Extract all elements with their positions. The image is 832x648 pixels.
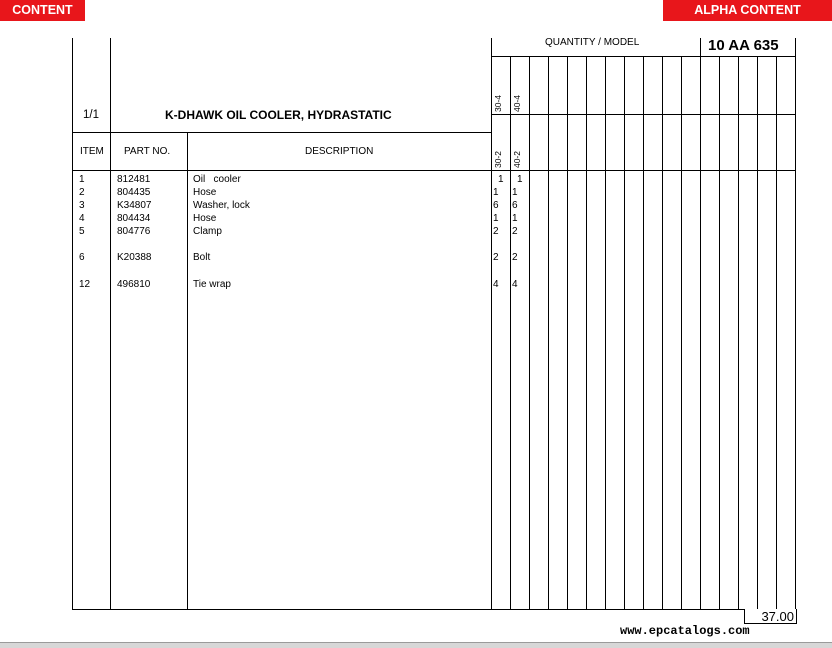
column-divider xyxy=(567,56,568,610)
page-ref: 1/1 xyxy=(83,109,99,121)
column-divider xyxy=(110,38,111,610)
quantity: 6 xyxy=(493,200,499,211)
column-divider xyxy=(757,56,758,610)
item-number: 2 xyxy=(79,187,85,198)
row-divider xyxy=(72,132,492,133)
quantity: 1 xyxy=(498,174,504,185)
item-number: 3 xyxy=(79,200,85,211)
quantity-model-label: QUANTITY / MODEL xyxy=(545,37,640,48)
content-button[interactable]: CONTENT xyxy=(0,0,85,21)
alpha-content-button[interactable]: ALPHA CONTENT xyxy=(663,0,832,21)
column-divider xyxy=(586,56,587,610)
table-border-left xyxy=(72,38,73,610)
quantity: 1 xyxy=(493,187,499,198)
column-divider xyxy=(738,56,739,610)
quantity: 2 xyxy=(493,226,499,237)
model-label-top: 30-4 xyxy=(493,94,503,112)
column-divider xyxy=(719,56,720,610)
item-number: 12 xyxy=(79,279,91,290)
bottom-bar xyxy=(0,642,832,648)
row-divider xyxy=(491,56,796,57)
quantity: 1 xyxy=(512,187,518,198)
page-number-box xyxy=(744,609,797,624)
column-divider xyxy=(776,56,777,610)
part-number: 804435 xyxy=(117,187,151,198)
quantity: 4 xyxy=(493,279,499,290)
column-divider xyxy=(624,56,625,610)
page-number: 37.00 xyxy=(761,609,794,624)
model-label-top: 40-4 xyxy=(512,94,522,112)
quantity: 2 xyxy=(512,226,518,237)
item-number: 1 xyxy=(79,174,85,185)
part-description: Bolt xyxy=(193,252,211,263)
column-divider xyxy=(643,56,644,610)
quantity: 4 xyxy=(512,279,518,290)
quantity: 6 xyxy=(512,200,518,211)
quantity: 2 xyxy=(493,252,499,263)
table-bottom-line xyxy=(72,609,796,610)
part-number: K20388 xyxy=(117,252,152,263)
column-divider xyxy=(700,38,701,610)
column-header-part-no: PART NO. xyxy=(124,146,171,157)
column-divider xyxy=(491,38,492,610)
model-label-bottom: 30-2 xyxy=(493,150,503,168)
quantity: 1 xyxy=(517,174,523,185)
quantity: 1 xyxy=(512,213,518,224)
column-divider xyxy=(510,56,511,610)
part-description: Washer, lock xyxy=(193,200,250,211)
table-border-right xyxy=(795,38,796,610)
column-divider xyxy=(548,56,549,610)
row-divider xyxy=(491,114,796,115)
part-number: 804434 xyxy=(117,213,151,224)
column-divider xyxy=(681,56,682,610)
column-divider xyxy=(187,132,188,610)
item-number: 4 xyxy=(79,213,85,224)
part-number: 496810 xyxy=(117,279,151,290)
quantity: 1 xyxy=(493,213,499,224)
quantity: 2 xyxy=(512,252,518,263)
column-divider xyxy=(605,56,606,610)
column-header-description: DESCRIPTION xyxy=(305,146,374,157)
part-description: Hose xyxy=(193,213,217,224)
part-description: Clamp xyxy=(193,226,222,237)
part-number: 812481 xyxy=(117,174,151,185)
group-code: 10 AA 635 xyxy=(708,37,779,54)
column-divider xyxy=(662,56,663,610)
item-number: 6 xyxy=(79,252,85,263)
column-header-item: ITEM xyxy=(80,146,104,157)
item-number: 5 xyxy=(79,226,85,237)
part-description: Oil cooler xyxy=(193,174,241,185)
header-bottom-line xyxy=(72,170,796,171)
part-number: 804776 xyxy=(117,226,151,237)
part-description: Tie wrap xyxy=(193,279,231,290)
part-description: Hose xyxy=(193,187,217,198)
column-divider xyxy=(529,56,530,610)
model-label-bottom: 40-2 xyxy=(512,150,522,168)
website-link[interactable]: www.epcatalogs.com xyxy=(620,624,750,638)
part-number: K34807 xyxy=(117,200,152,211)
page-title: K-DHAWK OIL COOLER, HYDRASTATIC xyxy=(165,108,392,122)
